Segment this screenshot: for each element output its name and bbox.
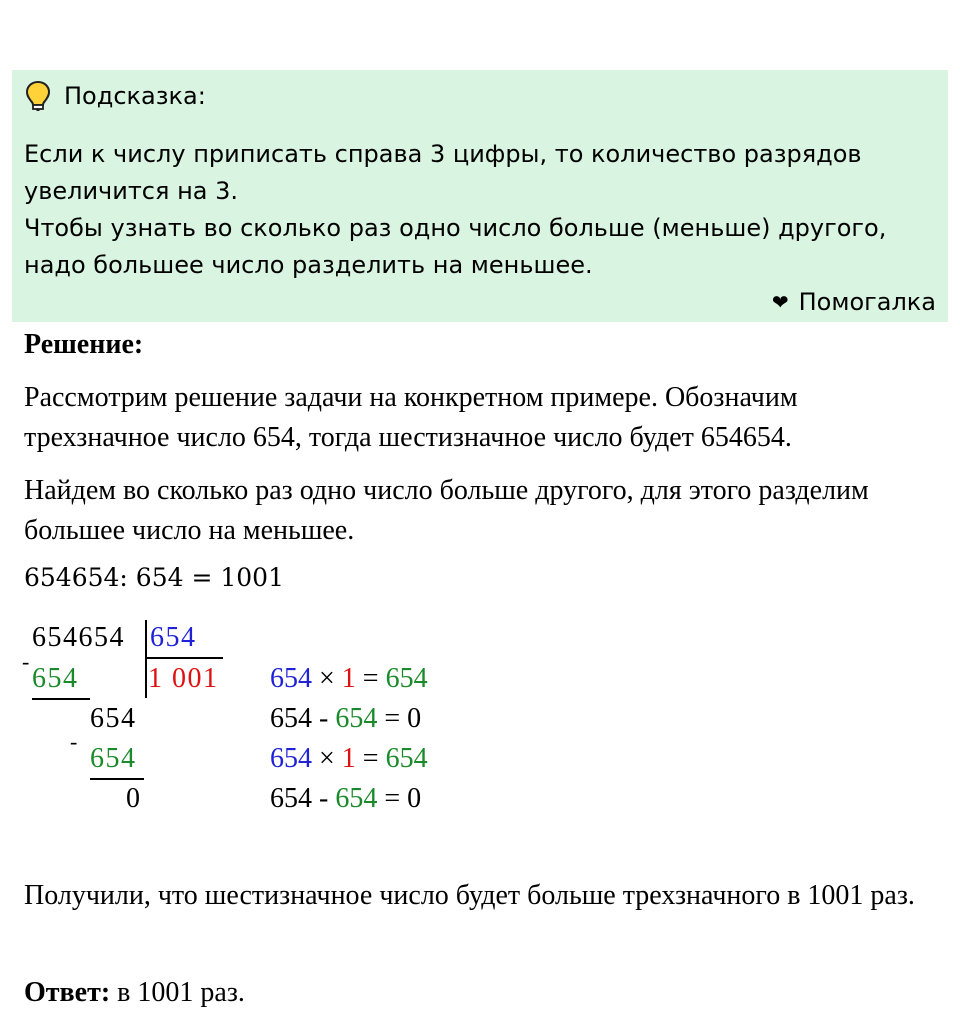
minus-sign: - (70, 729, 79, 754)
answer-text: в 1001 раз. (110, 977, 245, 1008)
paragraph-text: Рассмотрим решение задачи на конкретном примере. Обозначим трехзначное число 654, тогда шестизначное число будет 654654. (24, 382, 798, 453)
calc-operator: - (312, 783, 336, 814)
hint-header (24, 80, 206, 112)
calc-step (270, 703, 421, 735)
credit-label: Помогалка (798, 288, 936, 316)
credit (772, 288, 936, 316)
conclusion (24, 876, 924, 916)
solution-paragraph-1 (24, 378, 924, 458)
answer (24, 973, 245, 1013)
subtrahend-2: 654 (90, 743, 137, 774)
calc-step (270, 743, 428, 775)
quotient: 1 001 (148, 663, 219, 694)
calc-operator: × (312, 743, 342, 774)
hint-title: Подсказка: (64, 82, 206, 110)
minus-sign: - (22, 649, 31, 674)
calc-equals: = (355, 743, 386, 774)
calc-operand: 654 (270, 743, 312, 774)
calc-result: 654 (385, 743, 428, 774)
calc-equals: = (377, 703, 408, 734)
equation: 654654: 654 = 1001 (24, 563, 284, 592)
calc-result: 0 (407, 703, 422, 734)
hint-line: Если к числу приписать справа 3 цифры, то количество разрядов увеличится на 3. (24, 140, 862, 205)
calc-operand: 654 (270, 703, 312, 734)
division-horizontal-line (145, 657, 223, 659)
lightbulb-icon (24, 80, 52, 112)
subtrahend-1: 654 (32, 663, 79, 694)
solution-paragraph-2 (24, 471, 924, 551)
underline-2 (90, 778, 144, 780)
calc-operand: 1 (341, 743, 356, 774)
calc-operand: 654 (270, 663, 312, 694)
answer-label: Ответ: (24, 977, 111, 1008)
paragraph-text: Получили, что шестизначное число будет больше трехзначного в 1001 раз. (24, 880, 915, 911)
hint-body (24, 136, 934, 284)
calc-operand: 654 (270, 783, 312, 814)
division-vertical-line (145, 620, 147, 698)
dividend: 654654 (32, 622, 125, 653)
calc-operand: 1 (341, 663, 356, 694)
underline-1 (32, 698, 90, 700)
calc-step (270, 783, 421, 815)
calc-step (270, 663, 428, 695)
calc-equals: = (355, 663, 386, 694)
solution-heading: Решение: (24, 329, 144, 360)
divisor: 654 (150, 622, 197, 653)
hint-line: Чтобы узнать во сколько раз одно число больше (меньше) другого, надо большее число разделить на меньшее. (24, 214, 887, 279)
paragraph-text: Найдем во сколько раз одно число больше другого, для этого разделим большее число на меньшее. (24, 475, 869, 546)
heart-icon: ❤ (771, 290, 789, 314)
calc-result: 0 (407, 783, 422, 814)
calc-result: 654 (385, 663, 428, 694)
remainder-1: 654 (90, 703, 137, 734)
calc-operand: 654 (335, 783, 378, 814)
remainder-2: 0 (126, 783, 142, 814)
calc-operator: × (312, 663, 342, 694)
calc-operand: 654 (335, 703, 378, 734)
calc-operator: - (312, 703, 336, 734)
hint-box (12, 70, 948, 322)
calc-equals: = (377, 783, 408, 814)
